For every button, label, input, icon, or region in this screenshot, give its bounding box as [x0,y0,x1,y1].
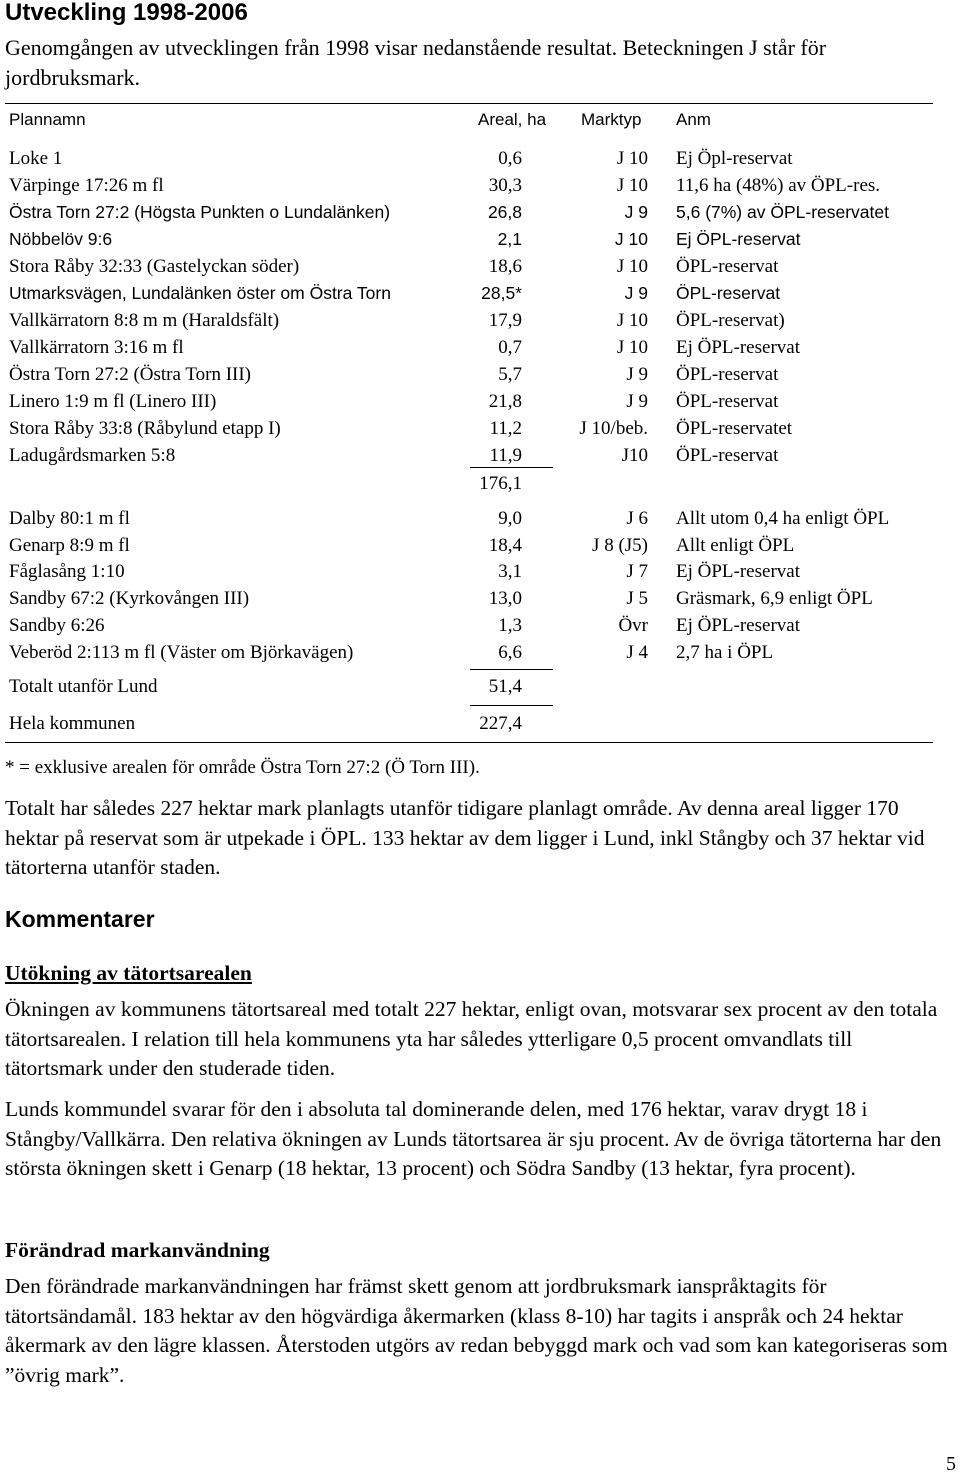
header-anm: Anm [676,110,711,129]
subtotal-value: 176,1 [479,473,522,494]
cell-areal: 2,1 [497,229,522,249]
cell-plannamn: Sandby 67:2 (Kyrkovången III) [9,588,250,610]
table-row [0,175,960,202]
cell-areal: 11,2 [489,418,522,439]
cell-plannamn: Östra Torn 27:2 (Östra Torn III) [9,364,251,385]
table-bottom-rule [5,742,933,743]
table-row [0,508,960,535]
comments-heading: Kommentarer [5,906,155,932]
cell-areal: 9,0 [498,508,522,529]
cell-marktyp: J 9 [626,364,648,385]
header-areal: Areal, ha [478,110,547,129]
outside-total-value: 51,4 [488,676,522,697]
cell-areal: 30,3 [488,175,522,196]
cell-marktyp: J 10 [616,310,648,331]
outside-total-label: Totalt utanför Lund [9,676,158,697]
table-row [0,588,960,615]
cell-marktyp: Övr [618,614,648,636]
landuse-paragraph: Den förändrade markanvändningen har främst skett genom att jordbruksmark ianspråktagits för tätortsändamål. 183 hektar av den högvärdiga åkermarken (klass 8-10) har tagits i anspråk och 24 hektar åkermark av den lägre klassen. Återstoden utgörs av redan bebyggd mark och vad som kan kategoriseras som ”övrig mark”. [5,1274,948,1387]
cell-anm: Ej ÖPL-reservat [676,337,800,358]
growth-paragraph-2: Lunds kommundel svarar för den i absoluta tal dominerande delen, med 176 hektar, varav drygt 18 i Stångby/Vallkärra. Den relativa ökningen av Lunds tätortsarea är sju procent. Av de övriga tätorterna har den största ökningen skett i Genarp (18 hektar, 13 procent) och Södra Sandby (13 hektar, fyra procent). [5,1097,942,1180]
cell-marktyp: J 8 (J5) [592,534,648,556]
cell-plannamn: Stora Råby 33:8 (Råbylund etapp I) [9,418,281,439]
table-row [0,418,960,445]
summary-paragraph: Totalt har således 227 hektar mark planlagts utanför tidigare planlagt område. Av denna areal ligger 170 hektar på reservat som är utpekade i ÖPL. 133 hektar av dem ligger i Lund, inkl Stångby och 37 hektar vid tätorterna utanför staden. [5,796,925,879]
cell-areal: 3,1 [498,561,522,583]
cell-anm: ÖPL-reservat [676,391,779,412]
page-number: 5 [946,1453,956,1475]
table-row [0,310,960,337]
cell-anm: Allt enligt ÖPL [676,534,795,556]
cell-anm: ÖPL-reservat [676,364,779,385]
table-row [0,615,960,642]
cell-areal: 18,6 [488,256,522,277]
cell-areal: 6,6 [498,641,522,663]
outside-sum-rule [470,669,553,670]
municipality-total-label: Hela kommunen [9,713,136,734]
municipality-total-value: 227,4 [479,713,522,734]
table-row [0,364,960,391]
table-row [0,337,960,364]
cell-anm: 2,7 ha i ÖPL [676,641,774,663]
cell-plannamn: Loke 1 [9,148,63,169]
growth-paragraph-1: Ökningen av kommunens tätortsareal med totalt 227 hektar, enligt ovan, motsvarar sex procent av den totala tätortsarealen. I relation till hela kommunens yta har således ytterligare 0,5 procent omvandlats till tätortsmark under den studerade tiden. [5,997,938,1080]
cell-areal: 1,3 [498,614,522,636]
table-header [0,108,960,138]
cell-plannamn: Veberöd 2:113 m fl (Väster om Björkavägen) [9,641,354,663]
table-row [0,148,960,175]
cell-anm: ÖPL-reservat [676,445,779,466]
cell-plannamn: Nöbbelöv 9:6 [9,229,113,249]
cell-plannamn: Utmarksvägen, Lundalänken öster om Östra Torn [9,283,391,303]
cell-anm: ÖPL-reservatet [676,418,793,439]
cell-marktyp: J 10 [616,337,648,358]
cell-areal: 11,9 [489,445,522,466]
cell-plannamn: Vallkärratorn 3:16 m fl [9,337,184,358]
table-row [0,535,960,562]
cell-plannamn: Värpinge 17:26 m fl [9,175,164,196]
cell-marktyp: J 5 [626,588,648,610]
municipality-sum-rule [470,705,553,706]
cell-areal: 0,7 [498,337,522,358]
cell-areal: 0,6 [498,148,522,169]
cell-marktyp: J 6 [626,508,648,529]
cell-anm: Ej ÖPL-reservat [676,229,801,249]
intro-paragraph: Genomgången av utvecklingen från 1998 visar nedanstående resultat. Beteckningen J står för jordbruksmark. [5,35,827,90]
municipality-total-row [0,713,960,740]
cell-marktyp: J 10 [616,148,648,169]
landuse-heading: Förändrad markanvändning [5,1238,270,1262]
cell-plannamn: Dalby 80:1 m fl [9,508,130,529]
section-title: Utveckling 1998-2006 [5,0,248,26]
cell-marktyp: J 9 [624,283,648,303]
cell-anm: Ej ÖPL-reservat [676,614,800,636]
table-row [0,561,960,588]
cell-areal: 21,8 [488,391,522,412]
cell-anm: ÖPL-reservat [676,283,781,303]
cell-areal: 28,5* [481,283,522,303]
cell-plannamn: Ladugårdsmarken 5:8 [9,445,176,466]
subtotal-rule [470,467,553,468]
header-plannamn: Plannamn [9,110,86,129]
cell-marktyp: J 9 [624,202,648,222]
cell-areal: 5,7 [498,364,522,385]
cell-anm: Allt utom 0,4 ha enligt ÖPL [676,508,890,529]
cell-plannamn: Fåglasång 1:10 [9,561,125,583]
table-row [0,256,960,283]
table-row [0,642,960,669]
cell-marktyp: J 9 [626,391,648,412]
cell-anm: Ej Öpl-reservat [676,148,793,169]
cell-anm: Ej ÖPL-reservat [676,561,800,583]
cell-marktyp: J 7 [626,561,648,583]
table-top-rule [5,103,933,104]
table-row [0,283,960,310]
cell-marktyp: J 10 [616,175,648,196]
cell-areal: 13,0 [488,588,522,610]
cell-anm: Gräsmark, 6,9 enligt ÖPL [676,588,873,610]
cell-anm: ÖPL-reservat [676,256,779,277]
cell-marktyp: J 4 [626,641,648,663]
table-row [0,202,960,229]
cell-plannamn: Genarp 8:9 m fl [9,534,130,556]
cell-areal: 26,8 [487,202,522,222]
cell-areal: 17,9 [488,310,522,331]
subtotal-row [0,473,960,500]
cell-plannamn: Sandby 6:26 [9,614,105,636]
cell-anm: 5,6 (7%) av ÖPL-reservatet [676,202,889,222]
cell-marktyp: J10 [621,445,648,466]
cell-areal: 18,4 [488,534,522,556]
header-marktyp: Marktyp [581,110,642,129]
cell-plannamn: Östra Torn 27:2 (Högsta Punkten o Lundalänken) [9,202,391,222]
cell-plannamn: Stora Råby 32:33 (Gastelyckan söder) [9,256,300,277]
cell-anm: ÖPL-reservat) [676,310,785,331]
cell-marktyp: J 10/beb. [579,418,648,439]
outside-total-row [0,676,960,703]
cell-plannamn: Vallkärratorn 8:8 m m (Haraldsfält) [9,310,280,331]
table-row [0,229,960,256]
growth-heading: Utökning av tätortsarealen [5,961,252,985]
cell-plannamn: Linero 1:9 m fl (Linero III) [9,391,217,412]
table-row [0,391,960,418]
cell-anm: 11,6 ha (48%) av ÖPL-res. [676,175,881,196]
cell-marktyp: J 10 [614,229,648,249]
cell-marktyp: J 10 [616,256,648,277]
table-footnote: * = exklusive arealen för område Östra Torn 27:2 (Ö Torn III). [5,757,480,778]
